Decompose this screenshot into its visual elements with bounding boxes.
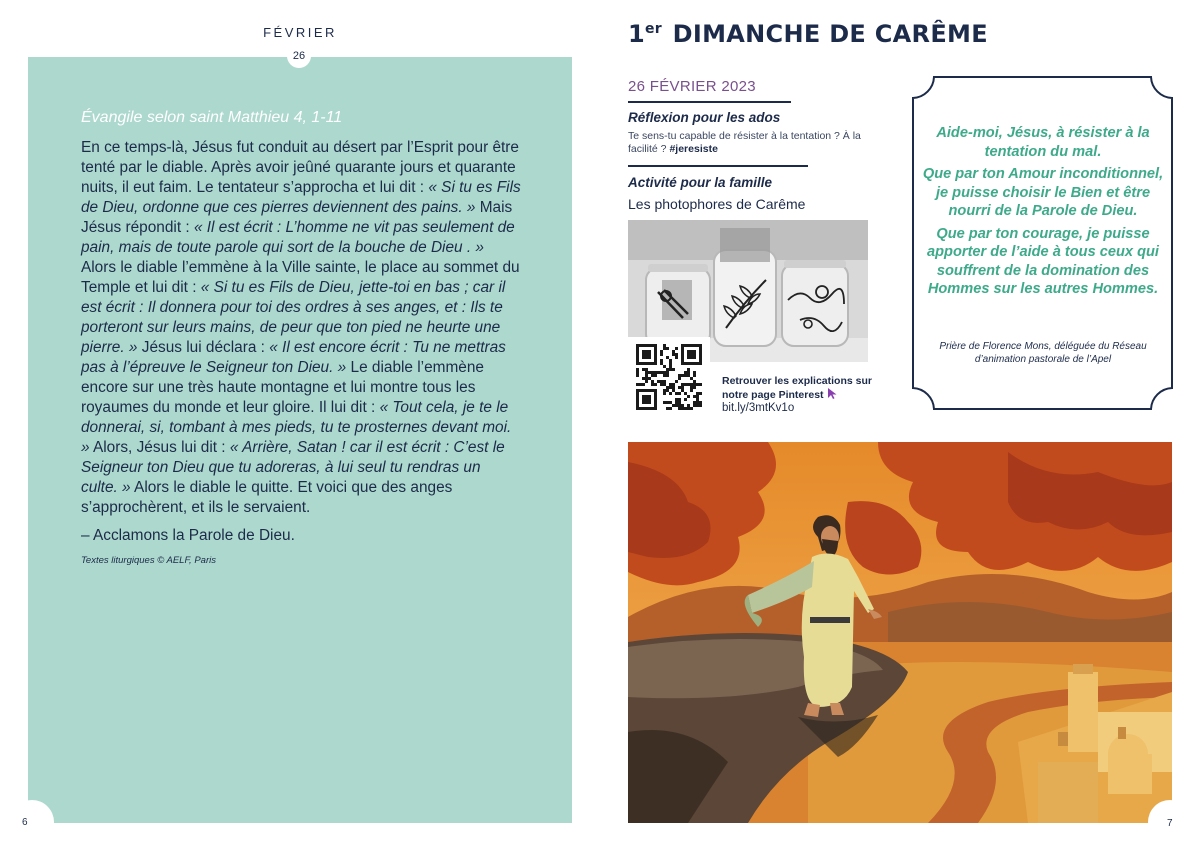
divider <box>628 165 808 167</box>
gospel-segment: « Il est écrit : L’homme ne vit pas seulement de pain, mais de toute parole qui sort de la bouche de Dieu . » <box>81 219 515 256</box>
prayer-line: Aide-moi, Jésus, à résister à la tentation du mal. <box>936 125 1150 160</box>
prayer-author: Prière de Florence Mons, déléguée du Réseau d’animation pastorale de l’Apel <box>939 341 1147 365</box>
page-number-left: 6 <box>22 817 28 828</box>
divider <box>628 101 791 103</box>
gospel-panel <box>28 57 572 823</box>
activity-title: Activité pour la famille <box>628 175 773 190</box>
title-ordinal: 1 <box>628 20 645 48</box>
day-badge: 26 <box>287 44 311 68</box>
reflexion-hashtag: #jeresiste <box>669 143 718 155</box>
prayer-line: Que par ton courage, je puisse apporter de l’aide à tous ceux qui souffrent de la domination des Hommes sur les autres Hommes. <box>927 225 1159 297</box>
month-label: FÉVRIER <box>263 25 337 40</box>
gospel-segment: « Il est encore écrit : Tu ne mettras pas à l’épreuve le Seigneur ton Dieu. » <box>81 339 506 376</box>
gospel-segment: Alors le diable le quitte. Et voici que des anges s’approchèrent, et ils le servaient. <box>81 479 453 516</box>
qr-code[interactable] <box>628 337 710 419</box>
gospel-segment: « Arrière, Satan ! car il est écrit : C’est le Seigneur ton Dieu que tu adoreras, à lui seul tu rendras un culte. » <box>81 439 505 496</box>
temptation-illustration <box>628 442 1172 823</box>
acclamation: – Acclamons la Parole de Dieu. <box>81 527 295 544</box>
page-title <box>628 20 988 48</box>
gospel-segment: « Si tu es Fils de Dieu, jette-toi en bas ; car il est écrit : Il donnera pour toi des ordres à ses anges, et : Ils te porteront sur leurs mains, de peur que ton pied ne heurte une pierre. » <box>81 279 506 356</box>
pinterest-text <box>722 375 882 402</box>
page-number-right: 7 <box>1167 818 1173 829</box>
title-ordinal-suffix: er <box>645 21 662 37</box>
copyright-note: Textes liturgiques © AELF, Paris <box>81 555 216 566</box>
title-text: DIMANCHE DE CARÊME <box>672 20 988 48</box>
pinterest-label: Retrouver les explications sur notre page Pinterest <box>722 375 872 401</box>
cursor-icon <box>828 388 837 399</box>
gospel-text <box>81 138 521 518</box>
gospel-segment: Mais Jésus répondit : <box>81 199 513 236</box>
gospel-segment: « Tout cela, je te le donnerai, si, tombant à mes pieds, tu te prosternes devant moi. » <box>81 399 512 456</box>
gospel-segment: Alors, Jésus lui dit : <box>89 439 230 456</box>
activity-name: Les photophores de Carême <box>628 196 806 212</box>
gospel-segment: Alors le diable l’emmène à la Ville sainte, le place au sommet du Temple et lui dit : <box>81 259 520 296</box>
prayer-text <box>922 124 1164 303</box>
gospel-segment: Le diable l’emmène encore sur une très haute montagne et lui montre tous les royaumes du monde et leur gloire. Il lui dit : <box>81 359 484 416</box>
gospel-segment: En ce temps-là, Jésus fut conduit au désert par l’Esprit pour être tenté par le diable. Après avoir jeûné quarante jours et quarante nuits, il eut faim. Le tentateur s’approcha et lui dit : <box>81 139 519 196</box>
page-corner-left <box>10 800 54 844</box>
pinterest-link[interactable]: bit.ly/3mtKv1o <box>722 402 795 414</box>
reflexion-title: Réflexion pour les ados <box>628 110 781 125</box>
sunday-date: 26 FÉVRIER 2023 <box>628 78 756 95</box>
reflexion-text <box>628 130 878 156</box>
gospel-segment: Jésus lui déclara : <box>137 339 270 356</box>
gospel-reference: Évangile selon saint Matthieu 4, 1-11 <box>81 109 343 126</box>
reflexion-question: Te sens-tu capable de résister à la tentation ? À la facilité ? <box>628 130 861 155</box>
prayer-line: Que par ton Amour inconditionnel, je puisse choisir le Bien et être nourri de la Parole de Dieu. <box>922 166 1164 219</box>
gospel-segment: « Si tu es Fils de Dieu, ordonne que ces pierres deviennent des pains. » <box>81 179 521 216</box>
